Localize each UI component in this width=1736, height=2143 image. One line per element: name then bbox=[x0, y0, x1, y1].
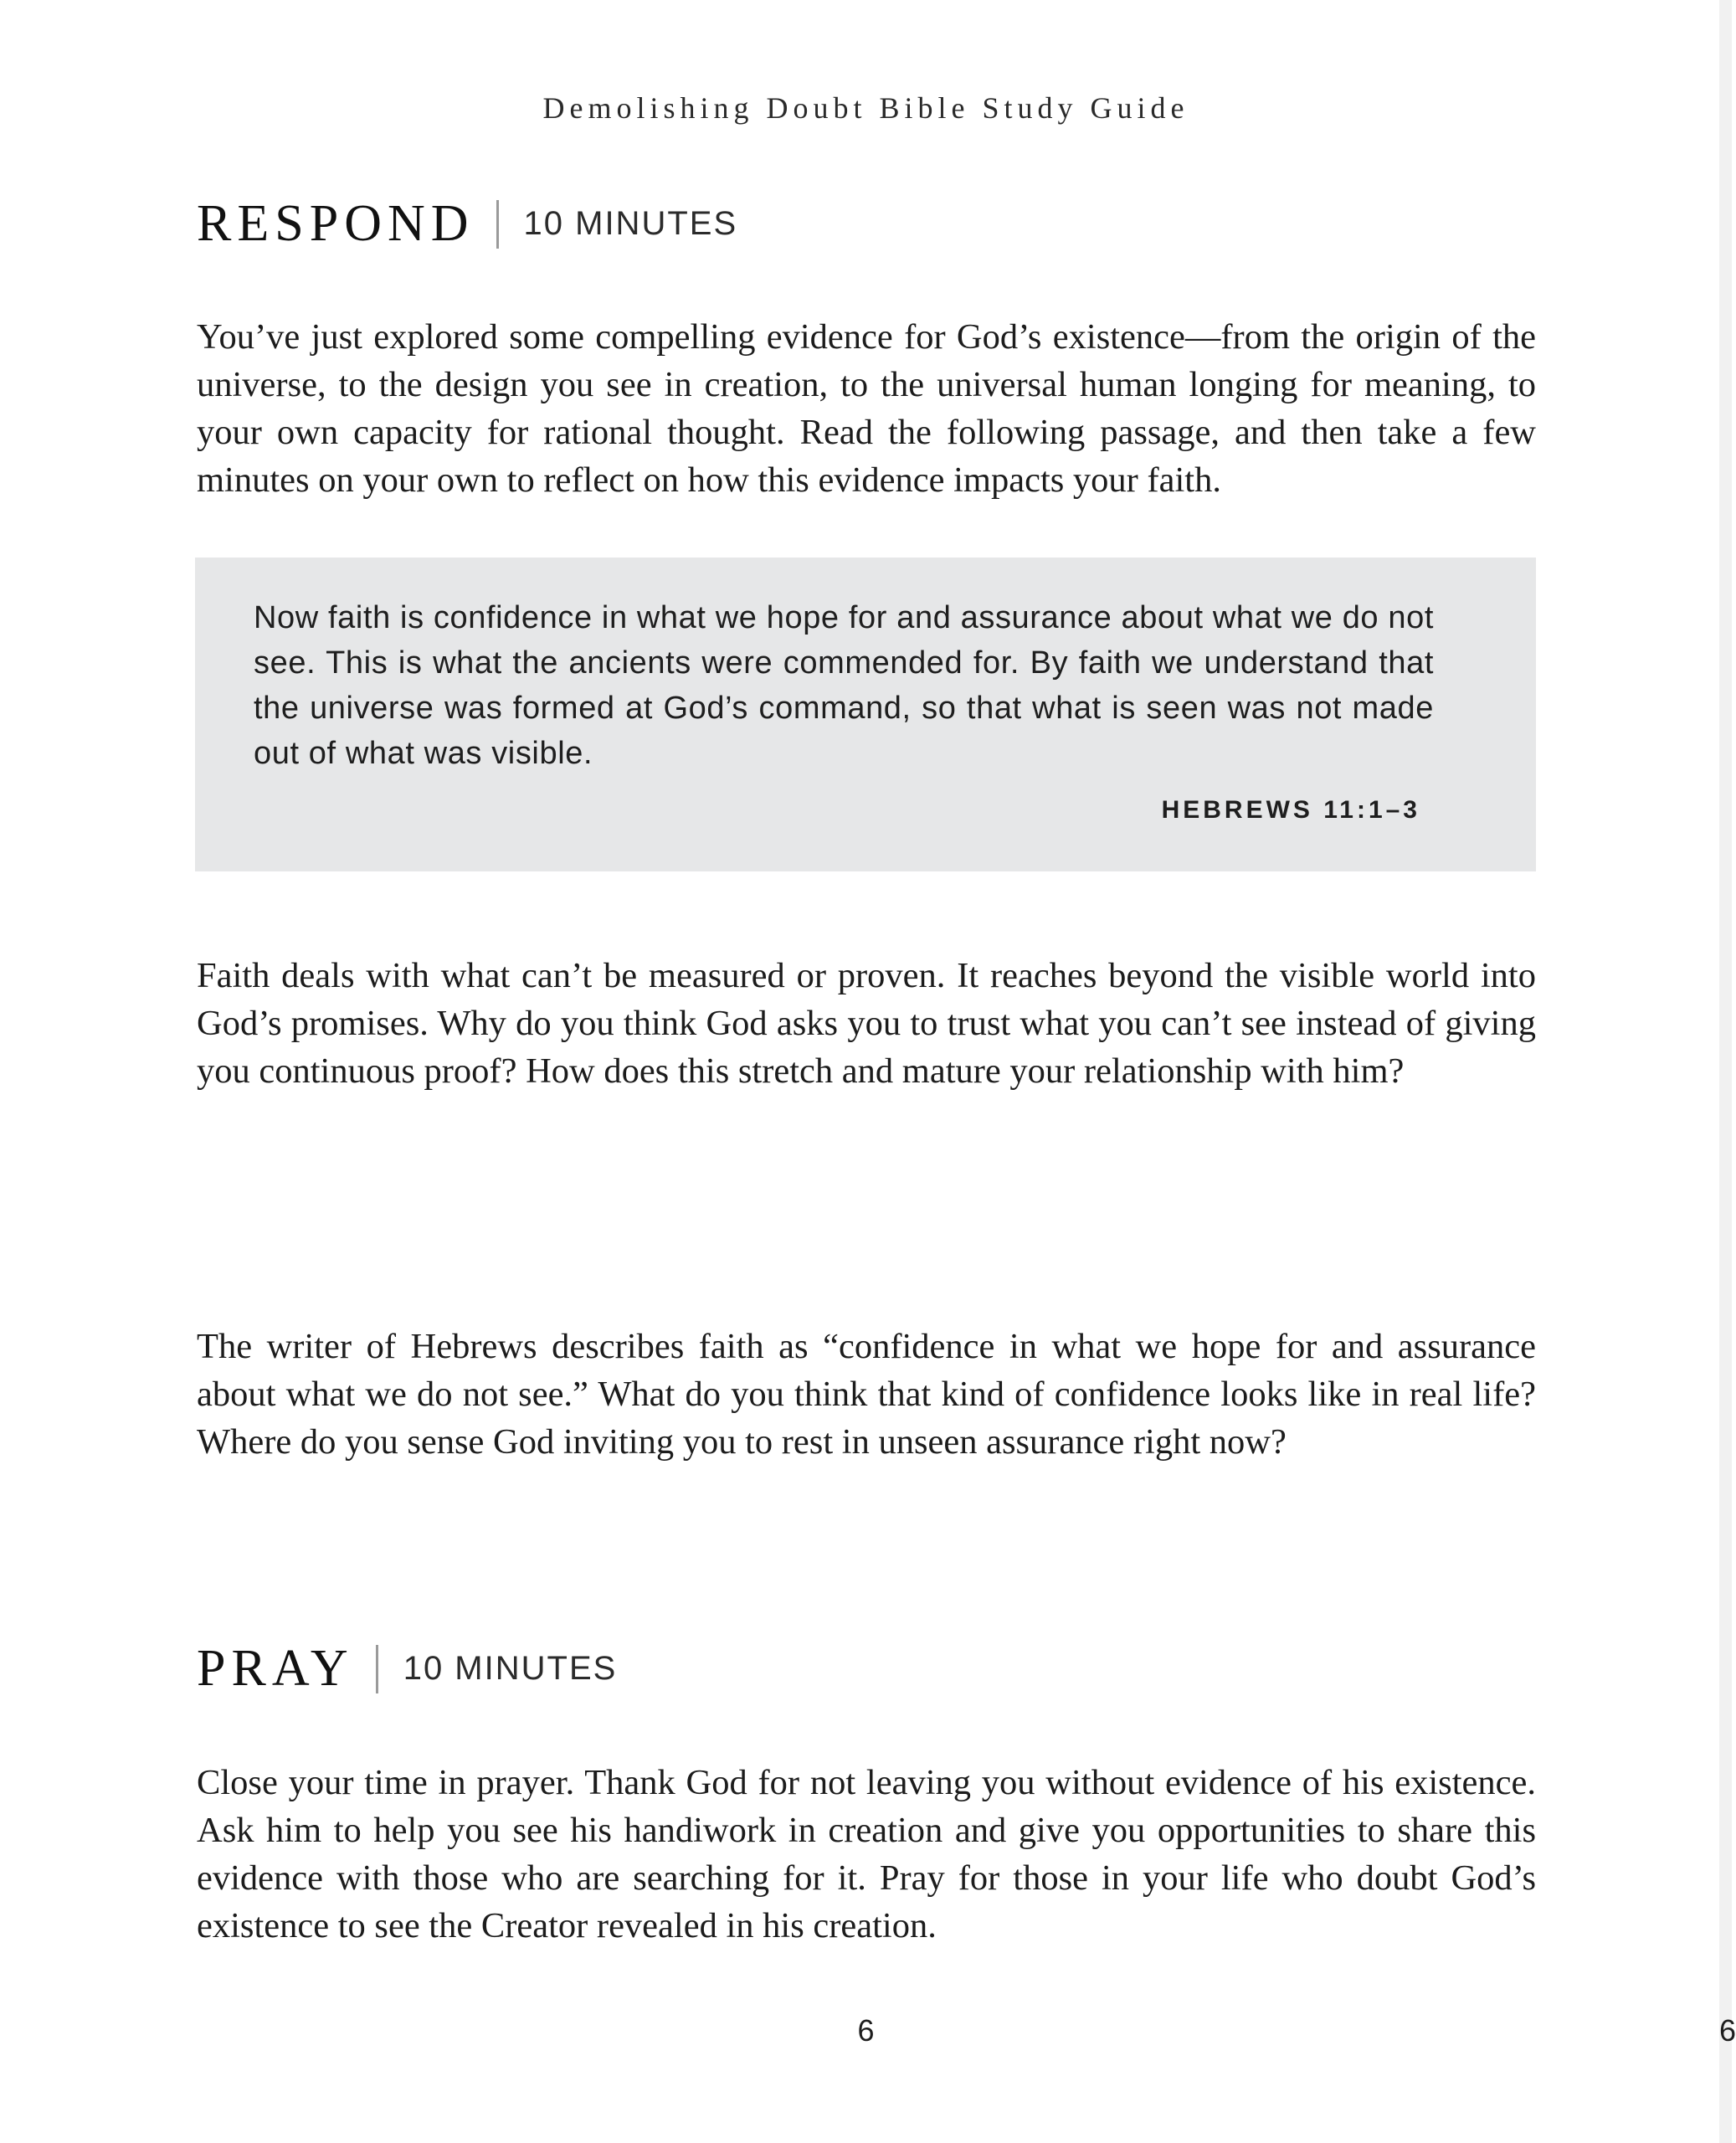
respond-duration: 10 MINUTES bbox=[523, 205, 738, 242]
scripture-text: Now faith is confidence in what we hope for and assurance about what we do not see. This is what the ancients were commended for. By faith we understand that the universe was formed at God’s command, so that what is seen was not made out of what was visible. bbox=[254, 600, 1434, 771]
respond-heading bbox=[197, 194, 737, 254]
adjacent-page-edge bbox=[1719, 0, 1732, 2143]
respond-title: RESPOND bbox=[197, 195, 475, 252]
pray-title: PRAY bbox=[197, 1640, 354, 1697]
respond-intro-paragraph: You’ve just explored some compelling evidence for God’s existence—from the origin of the universe, to the design you see in creation, to the universal human longing for meaning, to your own capacity for rational thought. Read the following passage, and then take a few minutes on your own to reflect on how this evidence impacts your faith. bbox=[197, 317, 1536, 500]
reflection-question-2: The writer of Hebrews describes faith as “confidence in what we hope for and assurance about what we do not see.” What do you think that kind of confidence looks like in real life? Where do you sense God inviting you to rest in unseen assurance right now? bbox=[197, 1327, 1536, 1462]
pray-heading bbox=[197, 1639, 617, 1698]
running-header: Demolishing Doubt Bible Study Guide bbox=[542, 91, 1189, 125]
pray-paragraph: Close your time in prayer. Thank God for not leaving you without evidence of his existence. Ask him to help you see his handiwork in creation and give you opportunities to share this evidence with those who are searching for it. Pray for those in your life who doubt God’s existence to see the Creator revealed in his creation. bbox=[197, 1763, 1536, 1945]
adjacent-page-number: 6 bbox=[1719, 2013, 1736, 2048]
reflection-question-1: Faith deals with what can’t be measured or proven. It reaches beyond the visible world into God’s promises. Why do you think God asks you to trust what you can’t see instead of giving you continuous proof? How does this stretch and mature your relationship with him? bbox=[197, 956, 1536, 1091]
scripture-quote-box bbox=[195, 558, 1536, 871]
heading-divider bbox=[496, 200, 499, 249]
pray-duration: 10 MINUTES bbox=[403, 1650, 618, 1687]
page-number: 6 bbox=[857, 2013, 875, 2048]
heading-divider bbox=[376, 1645, 378, 1693]
scripture-reference: HEBREWS 11:1–3 bbox=[1161, 796, 1420, 824]
